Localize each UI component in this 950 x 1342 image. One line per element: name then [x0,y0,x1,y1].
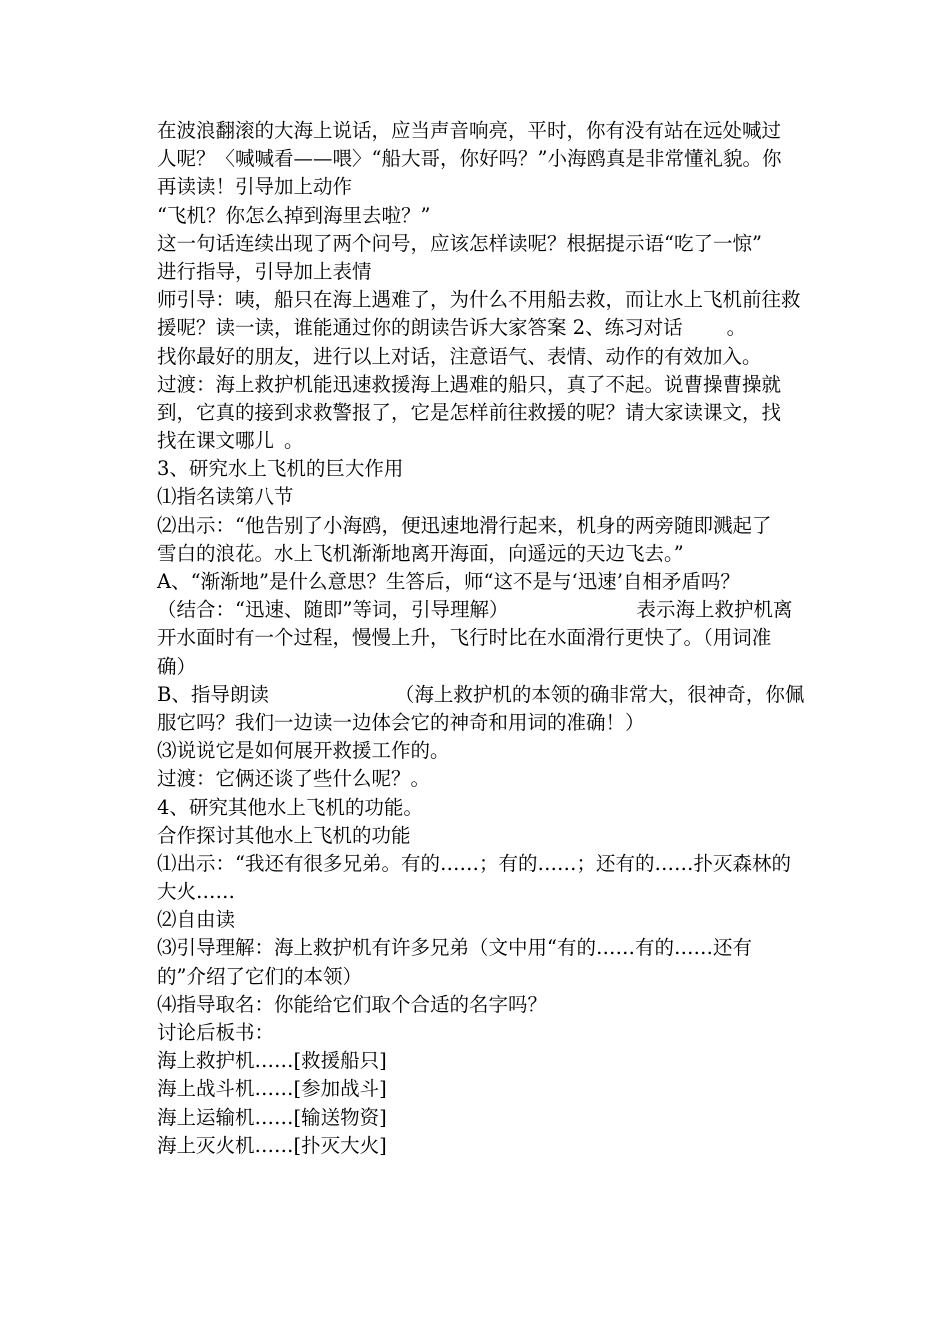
text-segment: 。 [284,429,304,453]
text-line: 在波浪翻滚的大海上说话，应当声音响亮，平时，你有没有站在远处喊过 [157,119,782,142]
text-line: 过渡：它俩还谈了些什么呢？。 [157,767,431,791]
text-line: 讨论后板书： [157,1021,275,1044]
text-segment: 表示海上救护机离 [636,598,793,622]
text-line: 大火…… [157,880,236,904]
text-line: 合作探讨其他水上飞机的功能 [157,823,411,847]
text-line: “飞机？你怎么掉到海里去啦？” [157,203,431,227]
text-line: 4、研究其他水上飞机的功能。 [157,795,423,819]
text-segment: 。 [726,316,747,340]
text-line: 服它吗？我们一边读一边体会它的神奇和用词的准确！） [157,710,645,734]
text-segment: 援呢？读一读，谁能通过你的朗读告诉大家答案 2、练习对话 [157,316,683,340]
board-list-item: 海上战斗机……[参加战斗] [157,1077,387,1101]
text-line-with-tail [157,314,857,342]
text-line: ⑴指名读第八节 [157,485,294,509]
board-list-item: 海上救护机……[救援船只] [157,1049,387,1073]
text-line: ⑷指导取名：你能给它们取个合适的名字吗？ [157,992,548,1016]
text-line: A、“渐渐地”是什么意思？生答后，师“这不是与‘迅速’自相矛盾吗？ [157,570,740,593]
text-segment: B、指导朗读 [157,682,269,706]
text-line: 进行指导，引导加上表情 [157,259,372,283]
text-segment: （结合：“迅速、随即”等词，引导理解） [157,598,509,622]
text-line: 开水面时有一个过程，慢慢上升，飞行时比在水面滑行更快了。（用词准 [157,626,772,650]
text-line: 雪白的浪花。水上飞机渐渐地离开海面，向遥远的天边飞去。” [157,541,684,565]
text-line: ⑴出示：“我还有很多兄弟。有的……；有的……；还有的……扑灭森林的 [157,851,791,875]
text-line: ⑶说说它是如何展开救援工作的。 [157,739,450,763]
text-line: 再读读！引导加上动作 [157,175,353,199]
text-line: 到，它真的接到求救警报了，它是怎样前往救援的呢？请大家读课文，找 [157,400,782,424]
text-segment: 找在课文哪儿 [157,429,275,453]
text-line: 找你最好的朋友，进行以上对话，注意语气、表情、动作的有效加入。 [157,344,762,368]
board-list-item: 海上运输机……[输送物资] [157,1105,387,1129]
text-line-with-tail [157,596,857,624]
text-line: 3、研究水上飞机的巨大作用 [157,457,404,481]
text-line: 师引导：咦，船只在海上遇难了，为什么不用船去救，而让水上飞机前往救 [157,288,801,312]
text-line: 这一句话连续出现了两个问号，应该怎样读呢？根据提示语“吃了一惊” [157,231,762,255]
text-segment: （海上救护机的本领的确非常大，很神奇，你佩 [394,682,805,706]
text-line: 过渡：海上救护机能迅速救援海上遇难的船只，真了不起。说曹操曹操就 [157,372,782,396]
text-line-with-tail [157,427,857,455]
text-line: 人呢？〈喊喊看——喂〉“船大哥，你好吗？”小海鸥真是非常懂礼貌。你 [157,147,782,171]
text-line-with-tail [157,681,857,709]
text-line: 的”介绍了它们的本领） [157,964,362,988]
text-line: ⑵出示：“他告别了小海鸥，便迅速地滑行起来，机身的两旁随即溅起了 [157,513,772,537]
board-list-item: 海上灭火机……[扑灭大火] [157,1133,387,1157]
document-body [157,117,857,1160]
text-line: ⑵自由读 [157,908,236,932]
text-line: ⑶引导理解：海上救护机有许多兄弟（文中用“有的……有的……还有 [157,936,752,960]
text-line: 确） [157,654,197,678]
